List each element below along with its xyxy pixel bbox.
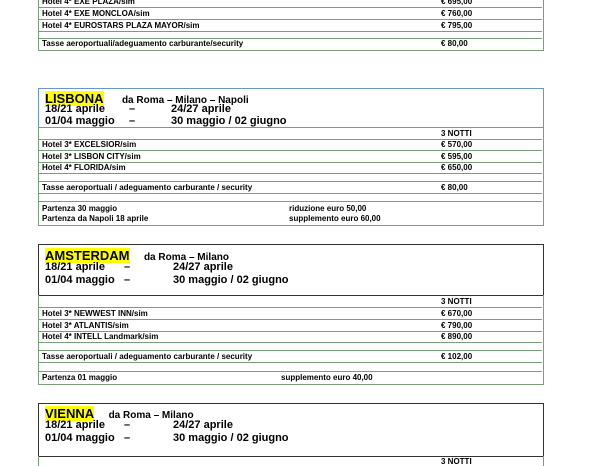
tax-row — [38, 182, 542, 193]
city-name: AMSTERDAM — [45, 248, 130, 263]
note-label: Partenza da Napoli 18 aprile — [42, 214, 149, 223]
list-item — [38, 139, 542, 150]
hotel-price: € 670,00 — [441, 309, 473, 318]
nights-label: 3 NOTTI — [441, 457, 472, 466]
nights-label: 3 NOTTI — [441, 129, 472, 138]
note-row — [38, 213, 542, 224]
tax-price: € 80,00 — [441, 39, 468, 48]
hotel-name: Hotel 4* EXE PLAZA/sim — [42, 0, 135, 6]
date-separator: – — [124, 261, 131, 273]
hotel-name: Hotel 4* EUROSTARS PLAZA MAYOR/sim — [42, 21, 200, 30]
tax-price: € 102,00 — [441, 352, 473, 361]
hotel-name: Hotel 3* NEWWEST INN/sim — [42, 309, 148, 318]
note-row — [38, 372, 542, 383]
hotel-price: € 760,00 — [441, 9, 473, 18]
divider — [38, 342, 542, 343]
divider — [38, 201, 542, 202]
divider — [38, 193, 542, 194]
date-range: 30 maggio / 02 giugno — [173, 432, 289, 444]
hotel-price: € 890,00 — [441, 332, 473, 341]
date-separator: – — [124, 432, 131, 444]
tax-price: € 80,00 — [441, 183, 468, 192]
departure-cities: da Roma – Milano — [143, 252, 229, 263]
hotel-name: Hotel 3* LISBON CITY/sim — [42, 152, 141, 161]
list-item — [38, 151, 542, 162]
list-item — [38, 0, 542, 7]
date-separator: – — [124, 419, 131, 431]
note-label: Partenza 01 maggio — [42, 373, 118, 382]
list-item — [38, 8, 542, 19]
note-value: riduzione euro 50,00 — [289, 204, 367, 213]
hotel-price: € 695,00 — [441, 0, 473, 6]
departure-cities: da Roma – Milano – Napoli — [121, 95, 249, 106]
departure-cities: da Roma – Milano — [108, 410, 194, 421]
hotel-price: € 650,00 — [441, 163, 473, 172]
divider — [38, 173, 542, 174]
date-range: 18/21 aprile — [45, 261, 105, 273]
hotel-price: € 595,00 — [441, 152, 473, 161]
list-item — [38, 162, 542, 173]
list-item — [38, 331, 542, 342]
list-item — [38, 20, 542, 31]
city-name: LISBONA — [45, 91, 104, 106]
note-value: supplemento euro 60,00 — [289, 214, 381, 223]
date-range: 01/04 maggio — [45, 274, 115, 286]
hotel-name: Hotel 4* INTELL Landmark/sim — [42, 332, 159, 341]
divider — [38, 362, 542, 363]
hotel-name: Hotel 4* EXE MONCLOA/sim — [42, 9, 150, 18]
date-range: 24/27 aprile — [173, 261, 233, 273]
list-item — [38, 308, 542, 319]
date-range: 30 maggio / 02 giugno — [171, 115, 287, 127]
date-range: 01/04 maggio — [45, 115, 115, 127]
note-value: supplemento euro 40,00 — [281, 373, 373, 382]
tax-label: Tasse aeroportuali / adeguamento carburante / security — [42, 352, 253, 361]
date-range: 18/21 aprile — [45, 419, 105, 431]
hotel-price: € 795,00 — [441, 21, 473, 30]
tax-label: Tasse aeroportuali/adeguamento carburante/security — [42, 39, 244, 48]
tax-label: Tasse aeroportuali / adeguamento carburante / security — [42, 183, 253, 192]
hotel-name: Hotel 3* EXCELSIOR/sim — [42, 140, 137, 149]
nights-label: 3 NOTTI — [441, 297, 472, 306]
note-label: Partenza 30 maggio — [42, 204, 118, 213]
hotel-price: € 790,00 — [441, 321, 473, 330]
tax-row — [38, 351, 542, 362]
hotel-name: Hotel 3* ATLANTIS/sim — [42, 321, 129, 330]
date-range: 01/04 maggio — [45, 432, 115, 444]
divider — [38, 31, 542, 32]
date-separator: – — [129, 103, 136, 115]
date-range: 18/21 aprile — [45, 103, 105, 115]
date-separator: – — [129, 115, 136, 127]
hotel-name: Hotel 4* FLORIDA/sim — [42, 163, 126, 172]
city-name: VIENNA — [45, 406, 95, 421]
tax-row — [38, 38, 542, 49]
date-separator: – — [124, 274, 131, 286]
hotel-price: € 570,00 — [441, 140, 473, 149]
date-range: 24/27 aprile — [173, 419, 233, 431]
list-item — [38, 320, 542, 331]
date-range: 24/27 aprile — [171, 103, 231, 115]
date-range: 30 maggio / 02 giugno — [173, 274, 289, 286]
